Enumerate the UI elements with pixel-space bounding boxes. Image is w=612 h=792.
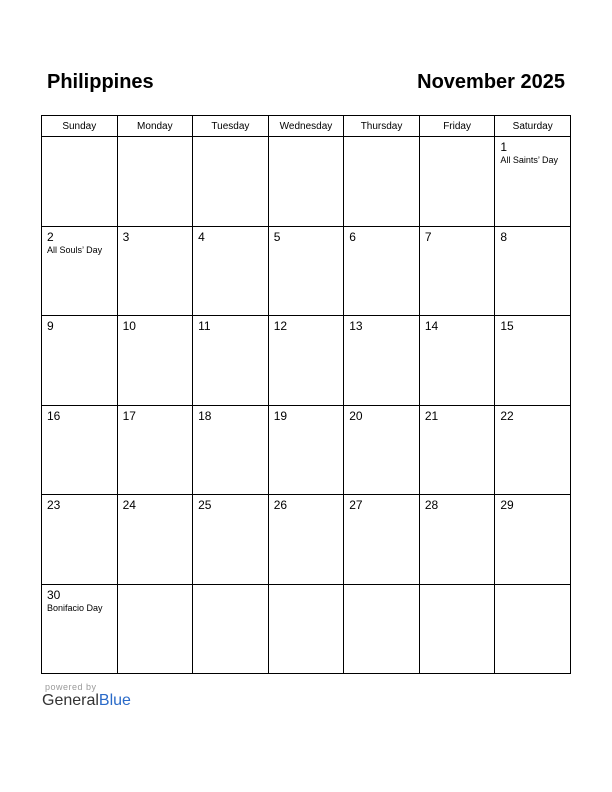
day-number: 24 — [122, 498, 136, 512]
day-cell — [344, 495, 420, 585]
day-cell — [193, 495, 269, 585]
day-cell — [193, 316, 269, 406]
day-number: 2 — [47, 229, 54, 244]
day-cell — [495, 226, 571, 316]
day-cell — [268, 405, 344, 495]
weekday-sunday: Sunday — [42, 116, 118, 137]
day-number — [420, 137, 495, 141]
day-number: 3 — [122, 229, 130, 244]
day-cell — [268, 226, 344, 316]
day-number: 16 — [47, 408, 61, 423]
day-number: 26 — [273, 498, 288, 512]
day-number: 15 — [500, 319, 514, 333]
day-number — [344, 585, 419, 589]
day-cell — [495, 405, 571, 495]
holiday-label: All Souls’ Day — [47, 244, 103, 255]
weekday-monday: Monday — [117, 116, 193, 137]
day-number: 19 — [273, 408, 288, 423]
week-row — [42, 226, 571, 316]
generalblue-logo[interactable] — [42, 692, 131, 710]
day-cell — [419, 137, 495, 227]
day-number: 23 — [47, 498, 61, 512]
day-cell — [193, 584, 269, 674]
day-number: 8 — [500, 229, 508, 244]
day-cell — [344, 316, 420, 406]
week-row — [42, 495, 571, 585]
day-number: 4 — [198, 229, 205, 244]
holiday-label: Bonifacio Day — [47, 602, 103, 613]
day-cell — [193, 137, 269, 227]
day-number: 11 — [198, 319, 211, 333]
day-cell — [117, 584, 193, 674]
day-number: 27 — [349, 498, 363, 512]
day-number: 7 — [424, 229, 432, 244]
day-number: 29 — [500, 498, 514, 512]
day-cell — [193, 226, 269, 316]
day-number — [269, 137, 344, 141]
day-cell — [117, 405, 193, 495]
day-number — [495, 585, 570, 589]
month-title: November 2025 — [417, 71, 565, 93]
day-cell — [117, 226, 193, 316]
footer — [42, 682, 131, 710]
week-row — [42, 137, 571, 227]
day-cell — [495, 137, 571, 227]
day-cell — [117, 137, 193, 227]
day-number: 30 — [47, 587, 61, 602]
day-cell — [419, 226, 495, 316]
day-number: 22 — [500, 408, 514, 423]
day-cell — [117, 495, 193, 585]
day-cell — [344, 584, 420, 674]
weekday-friday: Friday — [419, 116, 495, 137]
day-number: 28 — [424, 498, 439, 512]
calendar-grid — [41, 115, 571, 674]
day-cell — [344, 226, 420, 316]
day-cell — [419, 495, 495, 585]
day-number: 1 — [500, 140, 508, 154]
day-number — [118, 137, 193, 141]
day-number — [118, 585, 193, 589]
day-number — [344, 137, 419, 141]
day-cell — [42, 316, 118, 406]
day-cell — [268, 584, 344, 674]
day-cell — [495, 316, 571, 406]
week-row — [42, 405, 571, 495]
day-cell — [419, 405, 495, 495]
day-number: 12 — [273, 319, 288, 333]
day-number: 17 — [122, 408, 136, 423]
day-cell — [268, 495, 344, 585]
day-cell — [419, 316, 495, 406]
powered-by-text: powered by — [45, 682, 97, 692]
country-title: Philippines — [47, 71, 154, 93]
day-number: 14 — [424, 319, 439, 333]
day-number: 13 — [349, 319, 363, 333]
weekday-saturday: Saturday — [495, 116, 571, 137]
day-number: 20 — [349, 408, 363, 423]
day-number: 18 — [198, 408, 212, 423]
day-number: 5 — [273, 229, 281, 244]
weekday-thursday: Thursday — [344, 116, 420, 137]
day-cell — [419, 584, 495, 674]
day-cell — [344, 137, 420, 227]
day-number — [193, 585, 268, 589]
week-row — [42, 316, 571, 406]
day-cell — [42, 137, 118, 227]
day-cell — [268, 137, 344, 227]
weekday-wednesday: Wednesday — [268, 116, 344, 137]
day-number: 10 — [122, 319, 136, 333]
brand-name-blue: Blue — [98, 692, 131, 709]
day-cell — [344, 405, 420, 495]
day-number: 9 — [47, 319, 54, 333]
day-number: 21 — [424, 408, 439, 423]
weekday-tuesday: Tuesday — [193, 116, 269, 137]
day-number: 25 — [198, 498, 212, 512]
day-cell — [268, 316, 344, 406]
day-number — [42, 137, 117, 141]
day-cell — [42, 495, 118, 585]
day-cell — [495, 495, 571, 585]
day-cell — [117, 316, 193, 406]
week-row — [42, 584, 571, 674]
holiday-label: All Saints’ Day — [500, 155, 559, 165]
day-cell — [42, 405, 118, 495]
day-cell — [42, 226, 118, 316]
day-number — [269, 585, 344, 589]
day-number — [193, 137, 268, 141]
weekday-header-row — [42, 116, 571, 137]
day-number — [420, 585, 495, 589]
day-cell — [42, 584, 118, 674]
day-cell — [193, 405, 269, 495]
brand-name-general: General — [42, 692, 99, 709]
day-cell — [495, 584, 571, 674]
day-number: 6 — [349, 229, 356, 244]
